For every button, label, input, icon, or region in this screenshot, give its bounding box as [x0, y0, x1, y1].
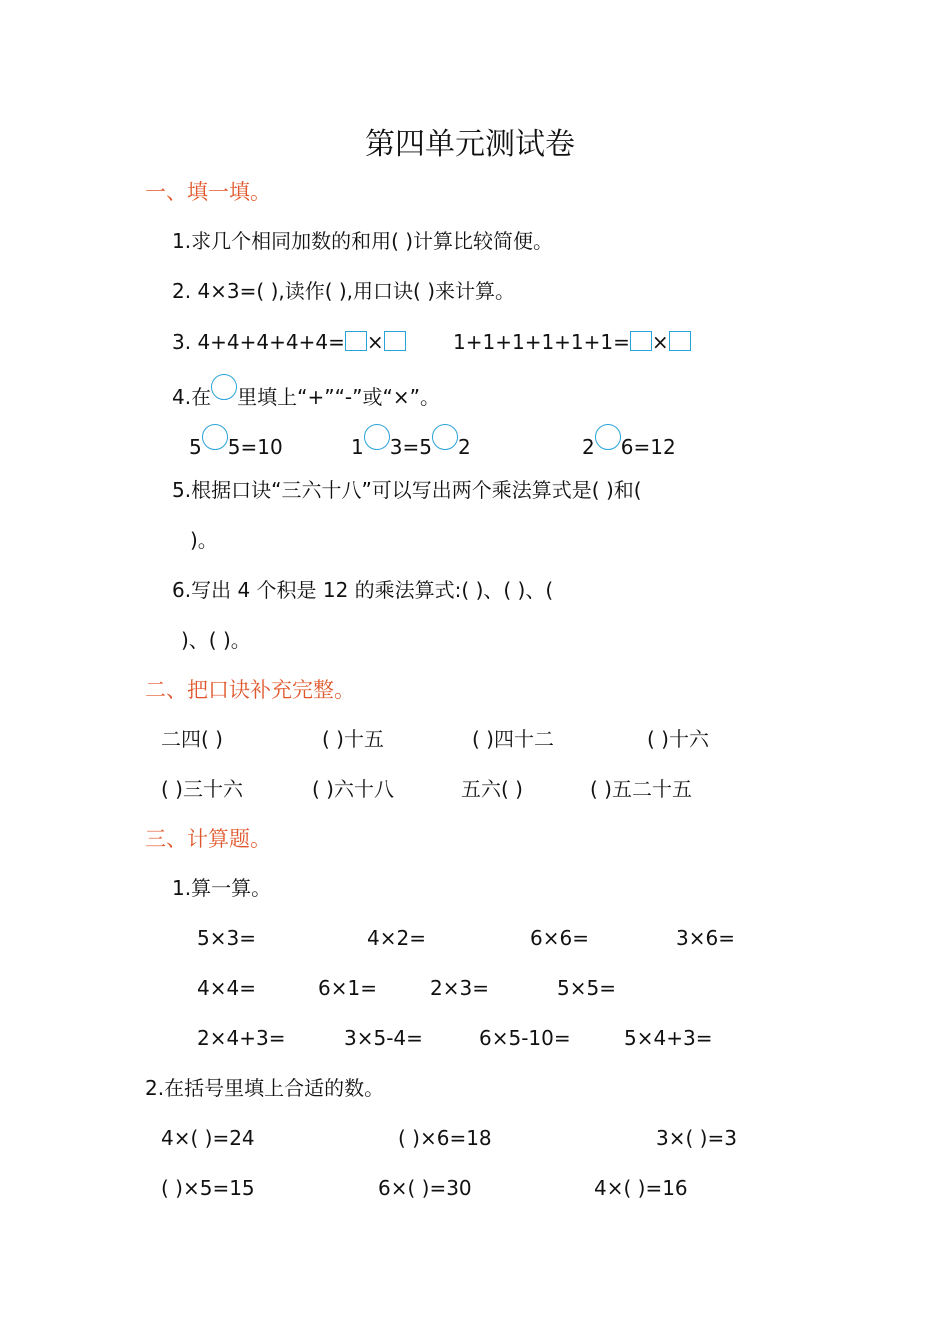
rhyme-blank: ( )十六 [647, 727, 709, 751]
question-4 [172, 374, 440, 407]
question-4-suffix: 里填上“+”“-”或“×”。 [237, 385, 440, 409]
operand: 2 [457, 435, 471, 459]
calc-item: 6×6= [530, 926, 589, 950]
operand: 6=12 [620, 435, 676, 459]
times-sign: × [651, 330, 669, 354]
question-6-line-2: )、( )。 [181, 628, 251, 652]
question-1: 1.求几个相同加数的和用( )计算比较简便。 [172, 229, 554, 253]
circle-symbol [211, 374, 237, 400]
fill-item: 4×( )=16 [594, 1176, 688, 1200]
operand: 5=10 [227, 435, 283, 459]
question-3-left [172, 331, 406, 352]
rhyme-blank: ( )四十二 [472, 727, 554, 751]
calc-item: 5×5= [557, 976, 616, 1000]
calc-item: 4×4= [197, 976, 256, 1000]
calc-item: 6×1= [318, 976, 377, 1000]
fill-item: ( )×5=15 [161, 1176, 255, 1200]
section-3-heading: 三、计算题。 [145, 827, 271, 851]
operand: 1 [351, 435, 364, 459]
sub-question-1: 1.算一算。 [172, 876, 272, 900]
calc-item: 6×5-10= [479, 1026, 571, 1050]
fill-item: 4×( )=24 [161, 1126, 255, 1150]
times-sign: × [366, 330, 384, 354]
rhyme-blank: ( )六十八 [312, 777, 394, 801]
rhyme-blank: 五六( ) [461, 777, 523, 801]
answer-box[interactable] [630, 331, 652, 351]
answer-box[interactable] [669, 331, 691, 351]
calc-item: 2×4+3= [197, 1026, 286, 1050]
page-title: 第四单元测试卷 [365, 127, 575, 162]
fill-item: 3×( )=3 [656, 1126, 737, 1150]
operand: 3=5 [389, 435, 432, 459]
fill-item: 6×( )=30 [378, 1176, 472, 1200]
question-4-prefix: 4.在 [172, 385, 212, 409]
rhyme-blank: ( )五二十五 [590, 777, 692, 801]
calc-item: 2×3= [430, 976, 489, 1000]
sub-question-2: 2.在括号里填上合适的数。 [145, 1076, 385, 1100]
operator-circle[interactable] [595, 424, 621, 450]
question-6-line-1: 6.写出 4 个积是 12 的乘法算式:( )、( )、( [172, 578, 554, 602]
operator-circle[interactable] [432, 424, 458, 450]
operator-example-2 [351, 424, 471, 457]
operand: 2 [582, 435, 595, 459]
calc-item: 3×6= [676, 926, 735, 950]
operator-circle[interactable] [202, 424, 228, 450]
calc-item: 5×4+3= [624, 1026, 713, 1050]
fill-item: ( )×6=18 [398, 1126, 492, 1150]
operator-circle[interactable] [364, 424, 390, 450]
calc-item: 5×3= [197, 926, 256, 950]
operand: 5 [189, 435, 202, 459]
operator-example-1 [189, 424, 283, 457]
calc-item: 3×5-4= [344, 1026, 423, 1050]
question-3-right [453, 331, 691, 352]
answer-box[interactable] [384, 331, 406, 351]
question-5-line-1: 5.根据口诀“三六十八”可以写出两个乘法算式是( )和( [172, 478, 642, 502]
rhyme-blank: ( )三十六 [161, 777, 243, 801]
operator-example-3 [582, 424, 676, 457]
question-5-line-2: )。 [190, 528, 218, 552]
answer-box[interactable] [345, 331, 367, 351]
question-3-left-expr: 3. 4+4+4+4+4= [172, 330, 345, 354]
rhyme-blank: 二四( ) [161, 727, 223, 751]
question-2: 2. 4×3=( ),读作( ),用口诀( )来计算。 [172, 279, 516, 303]
rhyme-blank: ( )十五 [322, 727, 384, 751]
question-3-right-expr: 1+1+1+1+1+1= [453, 330, 630, 354]
section-2-heading: 二、把口诀补充完整。 [145, 678, 355, 702]
calc-item: 4×2= [367, 926, 426, 950]
section-1-heading: 一、填一填。 [145, 180, 271, 204]
